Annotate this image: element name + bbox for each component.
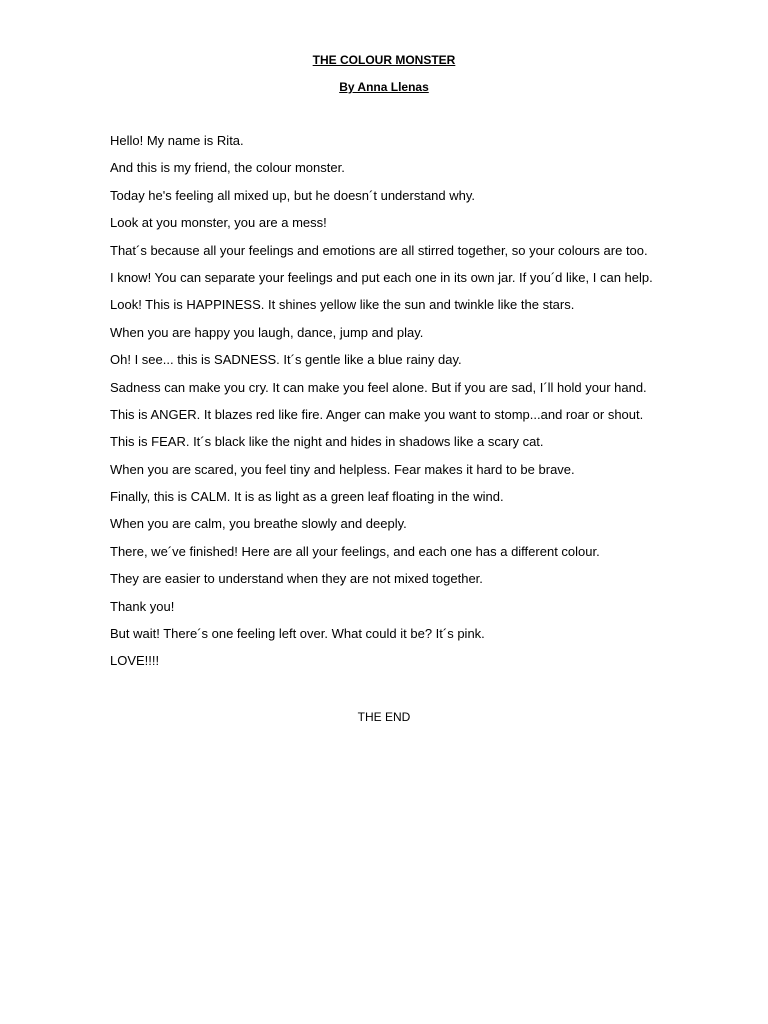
- story-line: When you are happy you laugh, dance, jump and play.: [110, 324, 424, 340]
- story-line: Hello! My name is Rita.: [110, 133, 244, 148]
- story-line: This is FEAR. It´s black like the night and hides in shadows like a scary cat.: [110, 434, 544, 450]
- story-line: Look! This is HAPPINESS. It shines yellow like the sun and twinkle like the stars.: [110, 297, 575, 313]
- story-line: Look at you monster, you are a mess!: [110, 215, 327, 231]
- story-line: This is ANGER. It blazes red like fire. Anger can make you want to stomp...and roar or shout.: [110, 406, 644, 422]
- story-line: There, we´ve finished! Here are all your feelings, and each one has a different colour.: [110, 543, 600, 559]
- story-line: LOVE!!!!: [110, 653, 160, 669]
- document-title: THE COLOUR MONSTER: [312, 53, 456, 67]
- story-line: They are easier to understand when they are not mixed together.: [110, 571, 483, 587]
- story-lines: [110, 133, 710, 681]
- story-line: Thank you!: [110, 598, 175, 614]
- story-line: That´s because all your feelings and emotions are all stirred together, so your colours are too.: [110, 242, 648, 258]
- story-line: When you are calm, you breathe slowly and deeply.: [110, 516, 407, 532]
- document-author: By Anna Llenas: [339, 80, 429, 94]
- document-ending: THE END: [357, 710, 411, 724]
- story-line: Finally, this is CALM. It is as light as a green leaf floating in the wind.: [110, 489, 504, 505]
- story-line: Sadness can make you cry. It can make you feel alone. But if you are sad, I´ll hold your hand.: [110, 379, 647, 395]
- story-line: And this is my friend, the colour monster.: [110, 160, 345, 176]
- story-line: I know! You can separate your feelings and put each one in its own jar. If you´d like, I can help.: [110, 269, 653, 285]
- story-line: But wait! There´s one feeling left over. What could it be? It´s pink.: [110, 626, 485, 642]
- story-line: Oh! I see... this is SADNESS. It´s gentle like a blue rainy day.: [110, 352, 462, 368]
- story-line: Today he's feeling all mixed up, but he doesn´t understand why.: [110, 187, 476, 203]
- story-line: When you are scared, you feel tiny and helpless. Fear makes it hard to be brave.: [110, 461, 575, 477]
